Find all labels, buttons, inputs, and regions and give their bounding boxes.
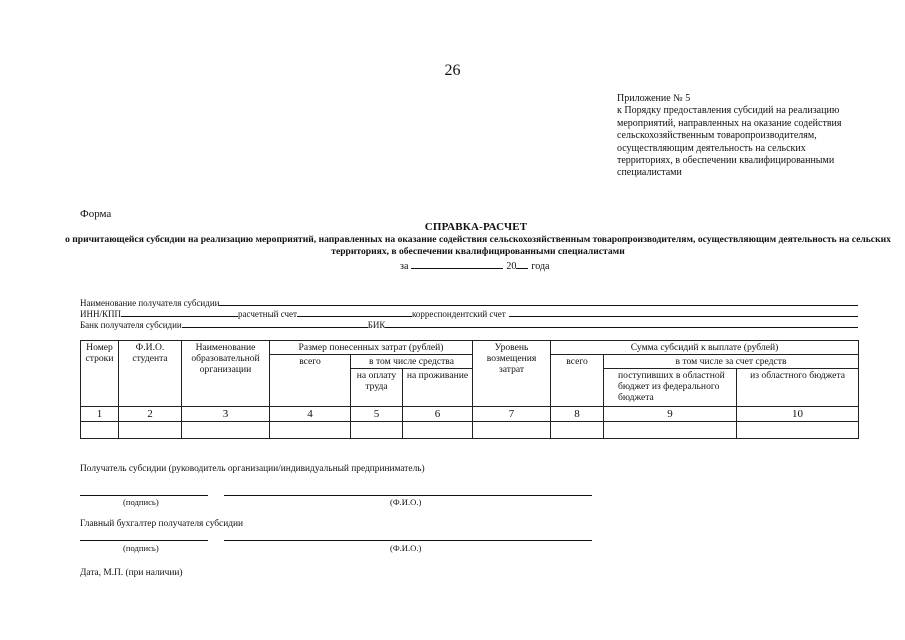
header-costs: Размер понесенных затрат (рублей) xyxy=(270,341,473,355)
table-cell xyxy=(604,422,737,439)
table-cell xyxy=(119,422,182,439)
table-header-row xyxy=(81,341,859,355)
period-prefix: за xyxy=(400,261,409,272)
table-cell xyxy=(81,422,119,439)
calculation-table xyxy=(80,340,859,439)
column-number: 9 xyxy=(604,407,737,422)
header-student: Ф.И.О. студента xyxy=(119,341,182,407)
document-title: СПРАВКА-РАСЧЕТ xyxy=(424,221,528,233)
accountant-signature-label: Главный бухгалтер получателя субсидии xyxy=(80,519,244,529)
column-number: 2 xyxy=(119,407,182,422)
table-cell xyxy=(737,422,859,439)
header-reimbursement-level: Уровень возмещения затрат xyxy=(473,341,551,407)
header-living: на проживание xyxy=(403,369,473,407)
appendix-line: к Порядку предоставления субсидий на реализацию xyxy=(617,105,840,117)
header-costs-total: всего xyxy=(270,355,351,407)
accountant-signature-line xyxy=(80,540,208,541)
table-row xyxy=(81,422,859,439)
period-suffix: года xyxy=(531,261,550,272)
table-cell xyxy=(551,422,604,439)
recipient-name-caption: (Ф.И.О.) xyxy=(390,497,422,507)
corr-account-label: корреспондентский счет xyxy=(411,309,506,319)
accountant-name-caption: (Ф.И.О.) xyxy=(390,543,422,553)
document-subtitle: о причитающейся субсидии на реализацию мероприятий, направленных на оказание содействия сельскохозяйственным товаропроизводителям, осуществляющим деятельность на сельских территориях, в обеспечении квалифицированными специалистами xyxy=(65,234,891,257)
recipient-name-row xyxy=(80,297,858,308)
inn-kpp-blank xyxy=(121,308,238,317)
recipient-signature-label: Получатель субсидии (руководитель организации/индивидуальный предприниматель) xyxy=(80,464,425,474)
column-number-row xyxy=(81,407,859,422)
bank-blank xyxy=(182,319,368,328)
header-subsidy: Сумма субсидий к выплате (рублей) xyxy=(551,341,859,355)
accountant-sign-caption: (подпись) xyxy=(123,543,159,553)
inn-row xyxy=(80,308,858,319)
account-label: расчетный счет xyxy=(238,309,297,319)
recipient-sign-caption: (подпись) xyxy=(123,497,159,507)
period-year-blank xyxy=(516,259,528,269)
table-cell xyxy=(351,422,403,439)
column-number: 7 xyxy=(473,407,551,422)
appendix-line: Приложение № 5 xyxy=(617,93,691,104)
header-subsidy-including: в том числе за счет средств xyxy=(604,355,859,369)
column-number: 3 xyxy=(182,407,270,422)
column-number: 1 xyxy=(81,407,119,422)
column-number: 5 xyxy=(351,407,403,422)
table-cell xyxy=(473,422,551,439)
corr-account-blank xyxy=(509,308,858,317)
table-cell xyxy=(182,422,270,439)
period-line xyxy=(400,259,549,272)
column-number: 6 xyxy=(403,407,473,422)
header-row-number: Номер строки xyxy=(81,341,119,407)
header-regional: из областного бюджета xyxy=(737,369,859,407)
accountant-name-line xyxy=(224,540,592,541)
header-federal: поступивших в областной бюджет из федерального бюджета xyxy=(604,369,737,407)
column-number: 8 xyxy=(551,407,604,422)
recipient-name-line xyxy=(224,495,592,496)
recipient-signature-line xyxy=(80,495,208,496)
header-costs-including: в том числе средства xyxy=(351,355,473,369)
table-cell xyxy=(403,422,473,439)
form-label: Форма xyxy=(80,208,112,220)
account-blank xyxy=(297,308,412,317)
recipient-name-blank xyxy=(219,297,858,306)
inn-kpp-label: ИНН/КПП xyxy=(80,309,122,319)
bank-label: Банк получателя субсидии xyxy=(80,320,182,330)
bik-blank xyxy=(385,319,858,328)
appendix-note xyxy=(617,93,887,180)
period-date-blank xyxy=(411,259,503,269)
page-number: 26 xyxy=(444,62,461,79)
column-number: 4 xyxy=(270,407,351,422)
column-number: 10 xyxy=(737,407,859,422)
header-subsidy-total: всего xyxy=(551,355,604,407)
date-seal-label: Дата, М.П. (при наличии) xyxy=(80,568,183,578)
period-year-prefix: 20 xyxy=(506,261,517,272)
bank-row xyxy=(80,319,858,330)
appendix-line: осуществляющим деятельность на сельских xyxy=(617,142,806,154)
appendix-line: территориях, в обеспечении квалифицированными xyxy=(617,155,835,167)
table-cell xyxy=(270,422,351,439)
header-organization: Наименование образовательной организации xyxy=(182,341,270,407)
appendix-line: мероприятий, направленных на оказание содействия xyxy=(617,117,842,129)
recipient-name-label: Наименование получателя субсидии xyxy=(80,298,220,308)
appendix-line: специалистами xyxy=(617,167,682,179)
header-salary: на оплату труда xyxy=(351,369,403,407)
bik-label: БИК xyxy=(367,320,386,330)
appendix-line: сельскохозяйственным товаропроизводителям, xyxy=(617,130,817,142)
